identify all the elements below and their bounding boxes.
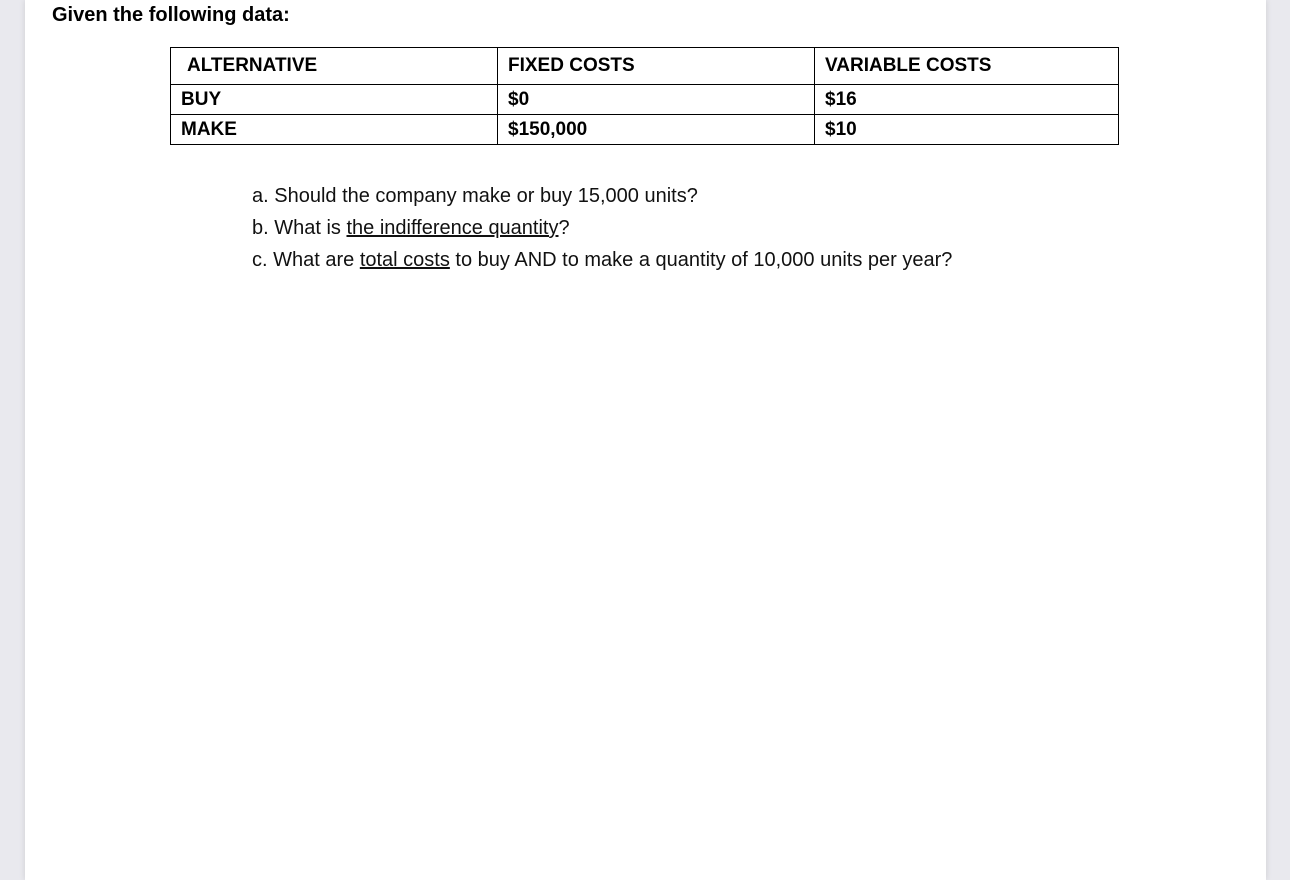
- table-row: [171, 115, 1119, 145]
- question-b-prefix: b. What is: [252, 217, 347, 239]
- cell-fixed-cost: $0: [498, 85, 815, 115]
- question-c: [252, 244, 952, 276]
- table-row: [171, 85, 1119, 115]
- question-c-prefix: c. What are: [252, 249, 360, 271]
- page-heading: Given the following data:: [52, 4, 290, 26]
- cell-fixed-cost: $150,000: [498, 115, 815, 145]
- cost-table: [170, 47, 1119, 145]
- table-header-row: [171, 48, 1119, 85]
- header-alternative: ALTERNATIVE: [171, 48, 498, 85]
- question-b: [252, 212, 952, 244]
- question-b-suffix: ?: [558, 217, 570, 239]
- question-a: [252, 180, 952, 212]
- question-a-text: a. Should the company make or buy 15,000 units?: [252, 185, 698, 207]
- document-page: [25, 0, 1266, 880]
- question-b-underlined: the indifference quantity: [346, 217, 559, 239]
- cell-alternative: BUY: [171, 85, 498, 115]
- cell-alternative: MAKE: [171, 115, 498, 145]
- cell-variable-cost: $16: [815, 85, 1119, 115]
- question-list: [252, 180, 952, 276]
- question-c-suffix: to buy AND to make a quantity of 10,000 units per year?: [449, 249, 953, 271]
- header-fixed-costs: FIXED COSTS: [498, 48, 815, 85]
- header-variable-costs: VARIABLE COSTS: [815, 48, 1119, 85]
- question-c-underlined: total costs: [359, 249, 450, 271]
- cell-variable-cost: $10: [815, 115, 1119, 145]
